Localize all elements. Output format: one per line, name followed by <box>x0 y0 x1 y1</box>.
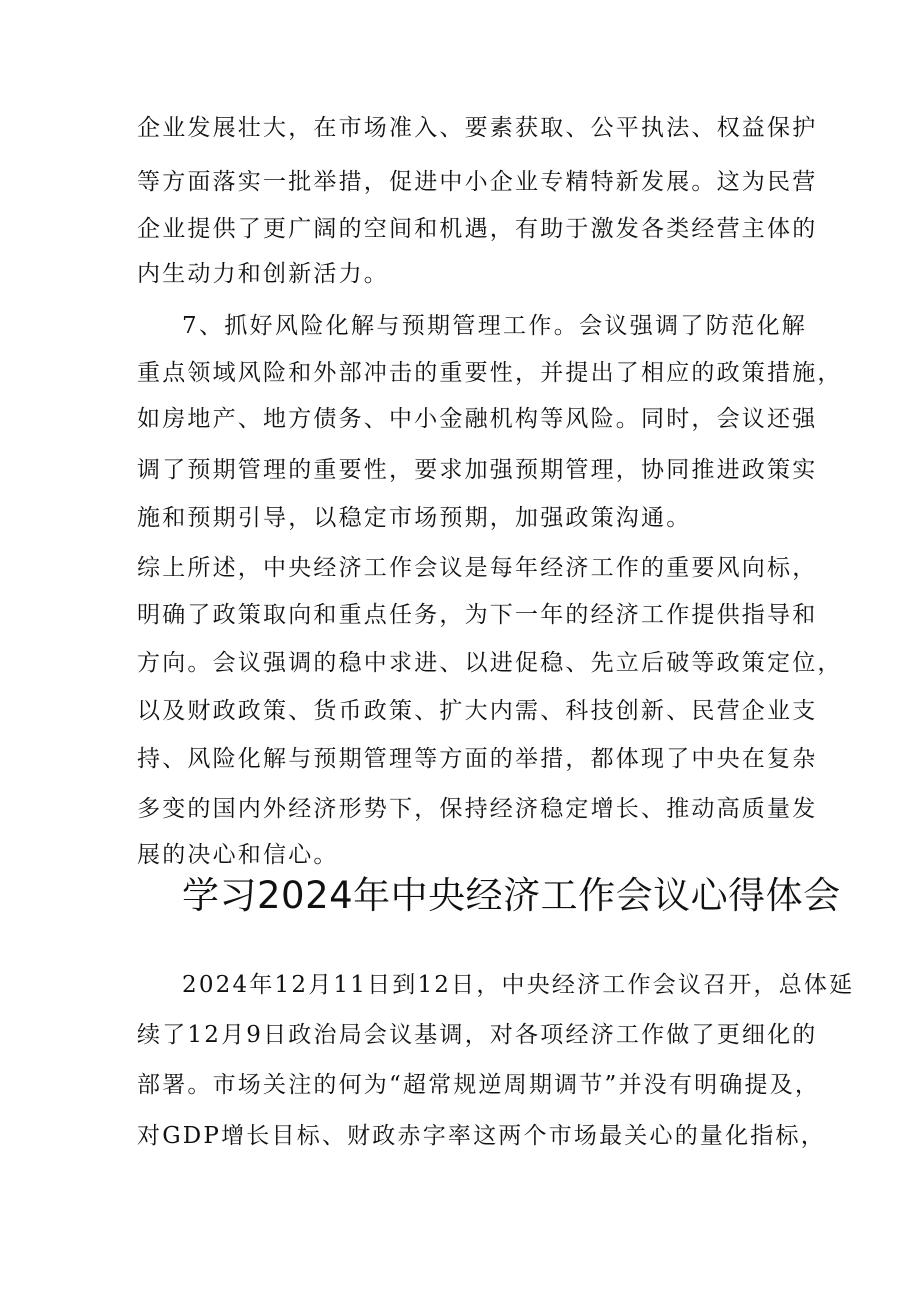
paragraph-2-line-3: 如房地产、地方债务、中小金融机构等风险。同时，会议还强 <box>137 406 818 432</box>
intro-line-2: 续了12月9日政治局会议基调，对各项经济工作做了更细化的 <box>137 1022 818 1048</box>
paragraph-2-line-5: 施和预期引导，以稳定市场预期，加强政策沟通。 <box>137 505 692 531</box>
intro-line-4: 对GDP增长目标、财政赤字率这两个市场最关心的量化指标， <box>137 1123 826 1149</box>
paragraph-3-line-4: 以及财政政策、货币政策、扩大内需、科技创新、民营企业支 <box>137 698 818 724</box>
paragraph-2-line-4: 调了预期管理的重要性，要求加强预期管理，协同推进政策实 <box>137 457 818 483</box>
paragraph-3-line-6: 多变的国内外经济形势下，保持经济稳定增长、推动高质量发 <box>137 796 818 822</box>
section-heading: 学习2024年中央经济工作会议心得体会 <box>182 874 841 917</box>
intro-line-3: 部署。市场关注的何为“超常规逆周期调节”并没有明确提及， <box>137 1072 821 1098</box>
paragraph-3-line-7: 展的决心和信心。 <box>137 842 339 868</box>
intro-line-1: 2024年12月11日到12日，中央经济工作会议召开，总体延 <box>182 972 855 998</box>
paragraph-2-line-1: 7、抓好风险化解与预期管理工作。会议强调了防范化解 <box>182 313 807 339</box>
paragraph-2-line-2: 重点领域风险和外部冲击的重要性，并提出了相应的政策措施， <box>137 360 843 386</box>
paragraph-1-line-1: 企业发展壮大，在市场准入、要素获取、公平执法、权益保护 <box>137 115 818 141</box>
paragraph-3-line-3: 方向。会议强调的稳中求进、以进促稳、先立后破等政策定位， <box>137 650 843 676</box>
paragraph-1-line-3: 企业提供了更广阔的空间和机遇，有助于激发各类经营主体的 <box>137 216 818 242</box>
paragraph-1-line-4: 内生动力和创新活力。 <box>137 261 389 287</box>
paragraph-3-line-2: 明确了政策取向和重点任务，为下一年的经济工作提供指导和 <box>137 602 818 628</box>
paragraph-3-line-1: 综上所述，中央经济工作会议是每年经济工作的重要风向标， <box>137 555 818 581</box>
paragraph-3-line-5: 持、风险化解与预期管理等方面的举措，都体现了中央在复杂 <box>137 746 818 772</box>
paragraph-1-line-2: 等方面落实一批举措，促进中小企业专精特新发展。这为民营 <box>137 169 818 195</box>
